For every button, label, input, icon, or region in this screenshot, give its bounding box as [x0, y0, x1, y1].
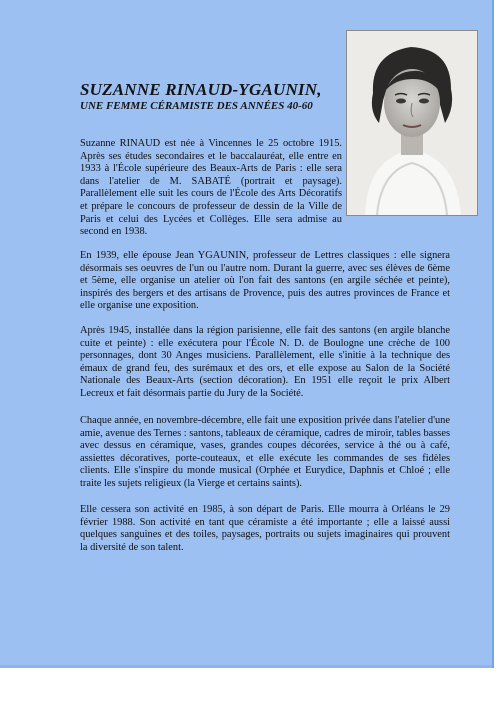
paragraph-marriage-war: En 1939, elle épouse Jean YGAUNIN, professeur de Lettres classiques : elle signera désormais ses oeuvres de l'un ou l'autre nom. Durant la guerre, avec ses élèves de 6ème et 5ème, elle organise un atelier où l'on fait des santons (en argile séchée et peinte), inspirés des bergers et des artisans de Provence, puis des autres provinces de France et elle organise une exposition.: [80, 250, 450, 312]
title-main: SUZANNE RINAUD-YGAUNIN,: [80, 80, 322, 99]
paragraph-biography: Suzanne RINAUD est née à Vincennes le 25 octobre 1915. Après ses études secondaires et le baccalauréat, elle entre en 1933 à l'École supérieure des Beaux-Arts de Paris : elle sera dans l'atelier de M. SABATÉ (portrait et paysage). Parallèlement elle suit les cours de l'École des Arts Décoratifs et prépare le concours de professeur de dessin de la Ville de Paris et celui des Lycées et Collèges. Elle sera admise au second en 1938.: [80, 138, 342, 238]
paragraph-after-1945: Après 1945, installée dans la région parisienne, elle fait des santons (en argile blanche cuite et peinte) : elle exécutera pour l'École N. D. de Boulogne une crèche de 100 personnages, dont 30 Anges musiciens. Parallèlement, elle s'initie à la technique des émaux de grand feu, des surémaux et des ors, et elle expose au Salon de la Société Nationale des Beaux-Arts (section décoration). En 1951 elle reçoit le prix Albert Lecreux et fait désormais partie du Jury de la Société.: [80, 325, 450, 399]
paragraph-exhibitions: Chaque année, en novembre-décembre, elle fait une exposition privée dans l'atelier d'une amie, avenue des Ternes : santons, tableaux de céramique, cadres de miroir, tables basses avec dessus en céramique, vases, grandes coupes décorées, service à thé ou à café, assiettes décoratives, porte-couteaux, et elle exécute les commandes de ses fidèles clients. Elle s'inspire du monde musical (Orphée et Eurydice, Daphnis et Chloé ; elle traite les sujets religieux (la Vierge et certains saints).: [80, 415, 450, 489]
portrait-illustration: [347, 31, 477, 215]
portrait-photo: [346, 30, 478, 216]
paragraph-later-life: Elle cessera son activité en 1985, à son départ de Paris. Elle mourra à Orléans le 29 février 1988. Son activité en tant que céramiste a été importante ; elle a laissé aussi quelques sanguines et des toiles, paysages, portraits ou sujets imaginaires qui prouvent la diversité de son talent.: [80, 504, 450, 553]
title-subtitle: UNE FEMME CÉRAMISTE DES ANNÉES 40-60: [80, 100, 313, 112]
article-title: [80, 80, 340, 113]
